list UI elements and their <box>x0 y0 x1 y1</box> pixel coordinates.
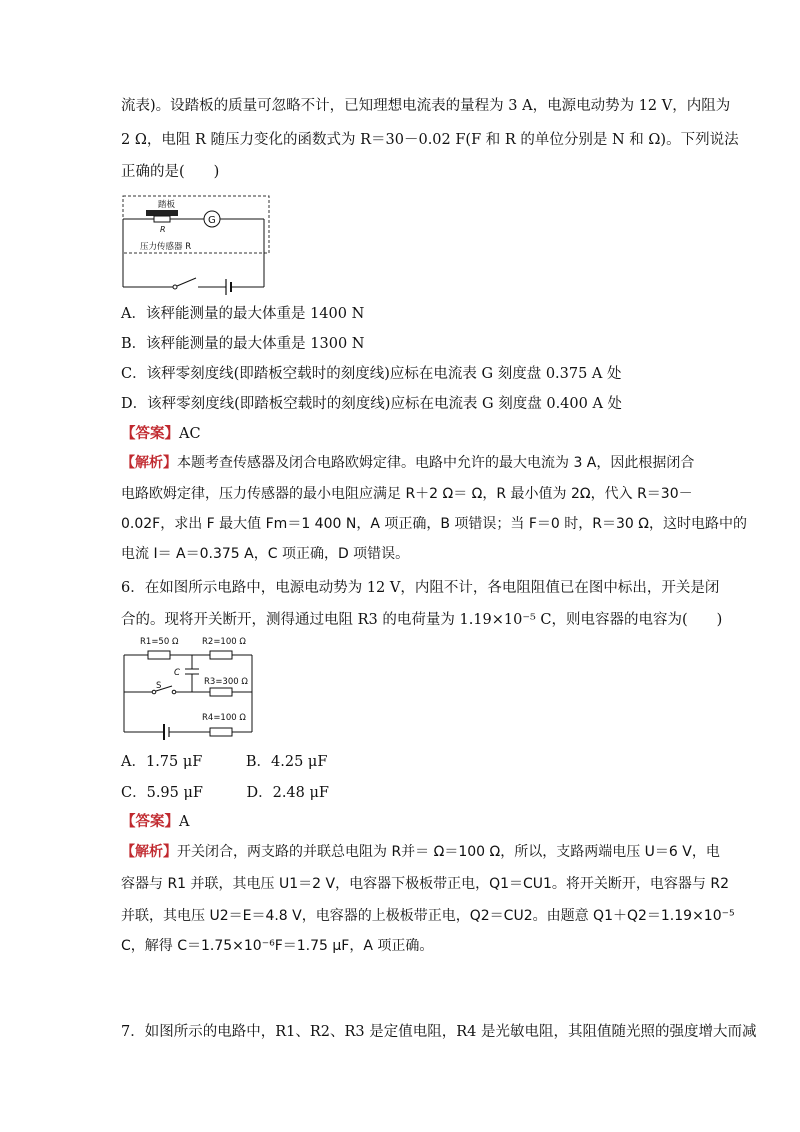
r2-label: R2=100 Ω <box>202 637 246 647</box>
q5-analysis-line4: 电流 I＝ A＝0.375 A，C 项正确，D 项错误。 <box>121 546 410 562</box>
q6-analysis-line1 <box>121 842 720 862</box>
analysis-text: 开关闭合，两支路的并联总电阻为 R并＝ Ω＝100 Ω，所以，支路两端电压 U＝6 V，电 <box>177 844 720 860</box>
q6-answer <box>121 812 189 832</box>
analysis-tag: 【解析】 <box>121 455 177 471</box>
q6-options-ab: A．1.75 μF B．4.25 μF <box>121 754 328 770</box>
r3-label: R3=300 Ω <box>204 677 248 687</box>
q5-stem-line1: 流表)。设踏板的质量可忽略不计，已知理想电流表的量程为 3 A，电源电动势为 12 V，内阻为 <box>121 98 731 114</box>
q5-analysis-line3: 0.02F，求出 F 最大值 Fm＝1 400 N，A 项正确，B 项错误；当 F＝0 时，R＝30 Ω，这时电路中的 <box>121 516 747 532</box>
analysis-tag: 【解析】 <box>121 844 177 860</box>
q6-circuit-figure <box>118 634 258 740</box>
q5-analysis-line2: 电路欧姆定律，压力传感器的最小电阻应满足 R＋2 Ω＝ Ω，R 最小值为 2Ω，代入 R＝30－ <box>121 486 693 502</box>
resistor-label: R <box>160 225 166 234</box>
q5-analysis-line1 <box>121 453 694 473</box>
answer-tag: 【答案】 <box>121 813 179 830</box>
q7-stem-line1: 7．如图所示的电路中，R1、R2、R3 是定值电阻，R4 是光敏电阻，其阻值随光照的强度增大而减 <box>121 1024 757 1040</box>
q5-stem-line3: 正确的是( ) <box>121 164 220 180</box>
q6-stem-line1: 6．在如图所示电路中，电源电动势为 12 V，内阻不计，各电阻阻值已在图中标出，开关是闭 <box>121 580 720 596</box>
q5-circuit-figure <box>118 192 278 296</box>
q5-option-b: B．该秤能测量的最大体重是 1300 N <box>121 336 365 352</box>
answer-value: AC <box>179 426 201 442</box>
galvanometer-label: G <box>208 215 216 226</box>
sensor-label: 压力传感器 R <box>140 242 192 252</box>
answer-tag: 【答案】 <box>121 425 179 442</box>
q5-option-c: C．该秤零刻度线(即踏板空载时的刻度线)应标在电流表 G 刻度盘 0.375 A 处 <box>121 366 622 382</box>
r4-label: R4=100 Ω <box>202 713 246 723</box>
q6-stem-line2: 合的。现将开关断开，测得通过电阻 R3 的电荷量为 1.19×10⁻⁵ C，则电容器的电容为( ) <box>121 612 723 628</box>
board-label: 踏板 <box>158 200 176 210</box>
q6-analysis-line3: 并联，其电压 U2＝E＝4.8 V，电容器的上极板带正电，Q2＝CU2。由题意 Q1＋Q2＝1.19×10⁻⁵ <box>121 908 735 924</box>
capacitor-label: C <box>174 668 180 678</box>
q5-stem-line2: 2 Ω，电阻 R 随压力变化的函数式为 R＝30－0.02 F(F 和 R 的单位分别是 N 和 Ω)。下列说法 <box>121 132 739 148</box>
answer-value: A <box>179 814 190 830</box>
q5-option-d: D．该秤零刻度线(即踏板空载时的刻度线)应标在电流表 G 刻度盘 0.400 A 处 <box>121 396 623 412</box>
q6-analysis-line2: 容器与 R1 并联，其电压 U1＝2 V，电容器下极板带正电，Q1＝CU1。将开关断开，电容器与 R2 <box>121 876 730 892</box>
q6-analysis-line4: C，解得 C＝1.75×10⁻⁶F＝1.75 μF，A 项正确。 <box>121 938 434 954</box>
analysis-text: 本题考查传感器及闭合电路欧姆定律。电路中允许的最大电流为 3 A，因此根据闭合 <box>177 455 695 471</box>
q5-answer <box>121 424 201 444</box>
q5-option-a: A．该秤能测量的最大体重是 1400 N <box>121 306 365 322</box>
q6-options-cd: C．5.95 μF D．2.48 μF <box>121 785 329 801</box>
switch-label: S <box>156 681 162 691</box>
r1-label: R1=50 Ω <box>140 637 179 647</box>
